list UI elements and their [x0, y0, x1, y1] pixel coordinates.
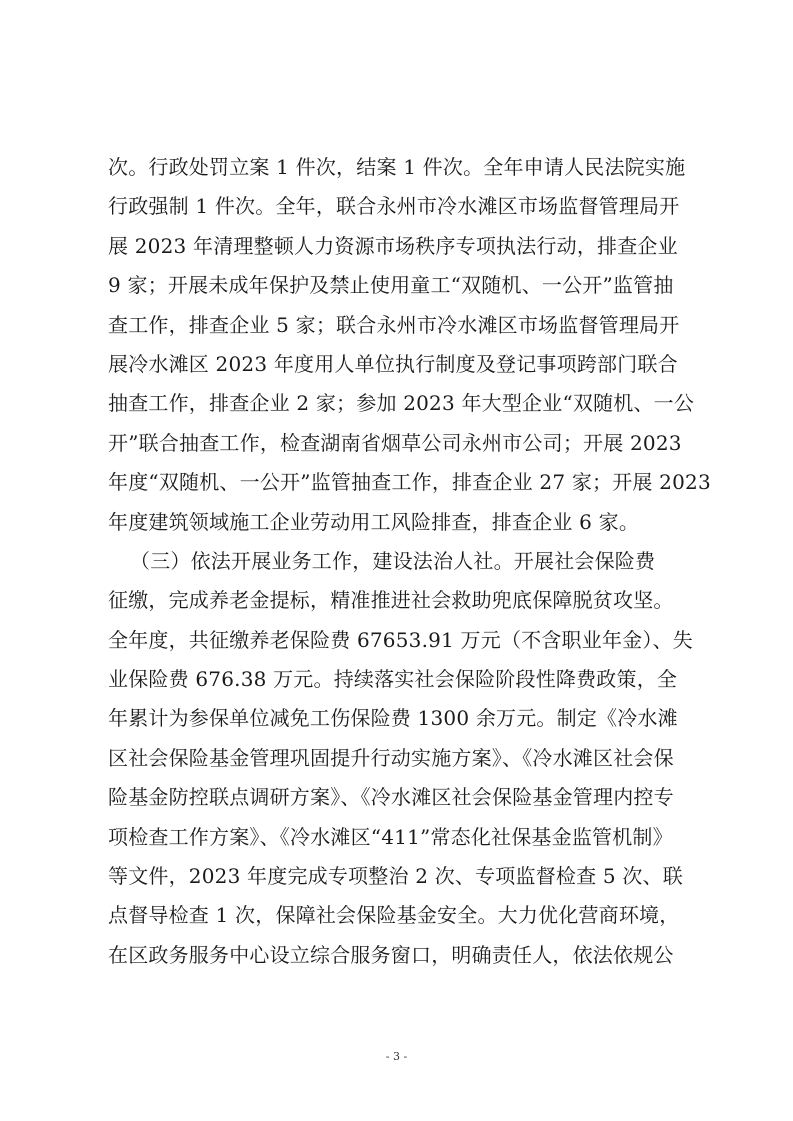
text-line-16: 区社会保险基金管理巩固提升行动实施方案》、《冷水滩区社会保: [108, 745, 674, 770]
text-line-7: 抽查工作，排查企业 2 家；参加 2023 年大型企业“双随机、一公: [108, 391, 695, 416]
text-line-3: 展 2023 年清理整顿人力资源市场秩序专项执法行动，排查企业: [108, 233, 678, 258]
text-line-4: 9 家；开展未成年保护及禁止使用童工“双随机、一公开”监管抽: [108, 273, 674, 298]
text-line-21: 在区政务服务中心设立综合服务窗口，明确责任人，依法依规公: [108, 942, 674, 967]
text-line-19: 等文件，2023 年度完成专项整治 2 次、专项监督检查 5 次、联: [108, 864, 683, 889]
page-number: - 3 -: [385, 1050, 408, 1063]
text-line-2: 行政强制 1 件次。全年，联合永州市冷水滩区市场监督管理局开: [108, 194, 680, 219]
section-heading-line: （三）依法开展业务工作，建设法治人社。开展社会保险费: [130, 548, 656, 573]
text-line-17: 险基金防控联点调研方案》、《冷水滩区社会保险基金管理内控专: [108, 785, 674, 810]
text-line-18: 项检查工作方案》、《冷水滩区“411”常态化社保基金监管机制》: [108, 824, 673, 849]
text-line-13: 全年度，共征缴养老保险费 67653.91 万元（不含职业年金）、失: [108, 627, 693, 652]
text-line-6: 展冷水滩区 2023 年度用人单位执行制度及登记事项跨部门联合: [108, 351, 678, 376]
text-line-10: 年度建筑领域施工企业劳动用工风险排查，排查企业 6 家。: [108, 509, 640, 534]
text-line-15: 年累计为参保单位减免工伤保险费 1300 余万元。制定《冷水滩: [108, 706, 678, 731]
text-line-1: 次。行政处罚立案 1 件次，结案 1 件次。全年申请人民法院实施: [108, 155, 686, 179]
text-line-5: 查工作，排查企业 5 家；联合永州市冷水滩区市场监督管理局开: [108, 312, 680, 337]
body-text: [108, 148, 711, 975]
text-line-20: 点督导检查 1 次，保障社会保险基金安全。大力优化营商环境，: [108, 903, 680, 928]
text-line-12: 征缴，完成养老金提标，精准推进社会救助兜底保障脱贫攻坚。: [108, 588, 674, 613]
text-line-9: 年度“双随机、一公开”监管抽查工作，排查企业 27 家；开展 2023: [108, 470, 711, 495]
text-line-8: 开”联合抽查工作，检查湖南省烟草公司永州市公司；开展 2023: [108, 430, 682, 455]
text-line-14: 业保险费 676.38 万元。持续落实社会保险阶段性降费政策，全: [108, 667, 678, 692]
